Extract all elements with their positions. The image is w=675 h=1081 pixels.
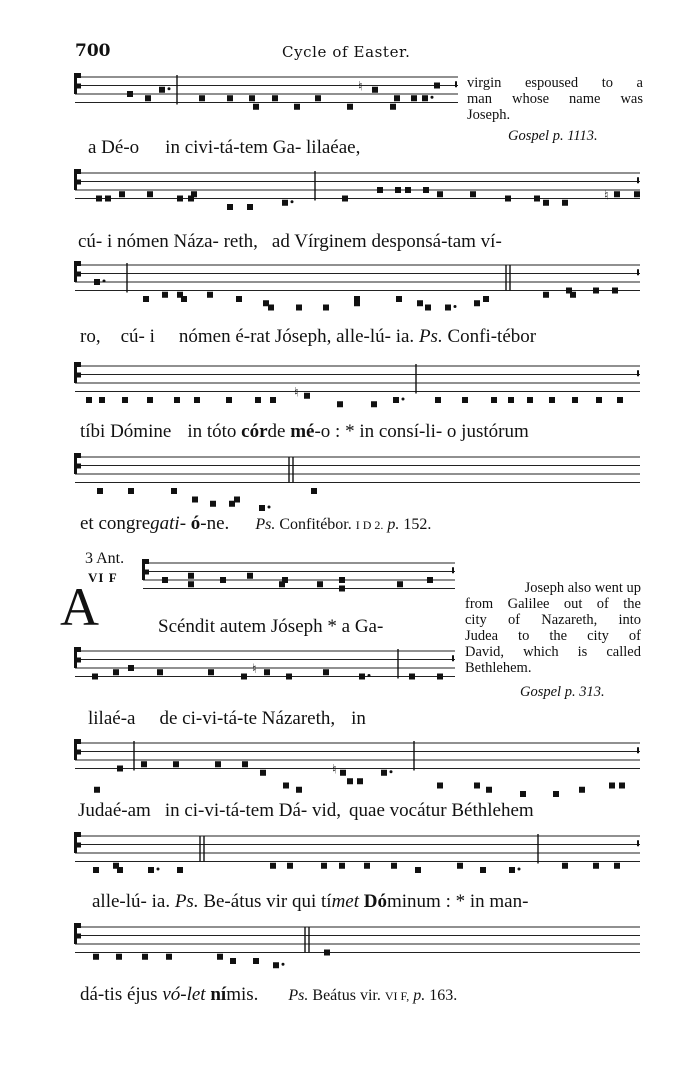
antiphon-label: 3 Ant. [85,550,125,567]
psalm-incipit: Confitébor. [279,516,352,533]
lyric-syllables: cú- i nómen Náza- reth, [78,231,258,252]
natural-sign: ♮ [604,188,609,204]
lyric-syllables: dá-tis éjus [80,984,158,1005]
italic-syllable: gati- [150,513,187,534]
neume-punctum [93,954,99,960]
neume-punctum [142,954,148,960]
translation-1-line: man whose name was [467,91,643,107]
lyric-syllables: in [351,708,366,729]
translation-2-line: Bethlehem. [465,660,532,676]
accented-syllable: cór [241,421,268,442]
lyric-syllables: in tóto [187,421,237,442]
italic-syllable: met [331,891,359,912]
do-clef-head [76,923,81,928]
neume-dot [282,963,285,966]
tone-label: VI F, [384,989,410,1003]
lyric-syllables: Confi-tébor [447,326,537,347]
page-label: p. [387,516,400,533]
lyric-syllables: tíbi Dómine [80,421,172,442]
psalm-label: Ps. [255,516,276,533]
psalm-label: Ps. [288,987,309,1004]
page-ref: 152. [403,516,432,533]
translation-2-line: Judea to the city of [465,628,641,644]
neume-punctum [230,958,236,964]
lyric-syllables: in civi-tá-tem Ga- lilaéae, [165,137,361,158]
gospel-ref-1: Gospel p. 1113. [508,128,598,144]
lyric-syllables: cú- i [120,326,155,347]
lyric-syllables: a Dé-o [88,137,140,158]
translation-2-line: city of Nazareth, into [465,612,641,628]
neume-punctum [217,954,223,960]
drop-cap-initial: A [60,577,99,637]
page-number: 700 [75,41,111,61]
lyric-syllables: Judaé-am [78,800,151,821]
page-label: p. [413,987,426,1004]
lyric-syllables: -o : * in consí-li- o justórum [314,421,529,442]
lyric-syllables: minum : * in man- [386,891,529,912]
lyric-line-10 [80,984,457,1006]
tone-label: I D 2. [355,518,384,532]
gospel-ref-2: Gospel p. 313. [520,684,605,700]
neume-punctum [324,950,330,956]
lyric-syllables: ro, [80,326,101,347]
natural-sign: ♮ [252,662,257,677]
natural-sign: ♮ [358,79,363,95]
lyric-syllables: -ne. [200,513,230,534]
translation-2-line: from Galilee out of the [465,596,641,612]
lyric-syllables: de ci-vi-tá-te Názareth, [159,708,336,729]
natural-sign: ♮ [332,762,337,778]
neume-punctum [116,954,122,960]
psalm-label: Ps. [418,326,443,347]
accented-syllable: ó [190,513,201,534]
lyric-syllables: alle-lú- ia. [92,891,171,912]
accented-syllable: Dó [363,891,387,912]
psalm-reference [288,987,457,1004]
lyric-syllables: quae vocátur Béthlehem [349,800,534,821]
do-clef-head [76,934,81,939]
lyric-syllables: mis. [226,984,259,1005]
lyric-syllables: ad Vírginem desponsá-tam ví- [271,231,502,252]
neume-punctum [253,958,259,964]
lyric-syllables: nómen é-rat Jóseph, alle-lú- ia. [178,326,415,347]
lyric-syllables: in ci-vi-tá-tem Dá- vid, [164,800,342,821]
lyric-syllables: lilaé-a [88,708,136,729]
accented-syllable: ní [210,984,227,1005]
lyric-syllables: de [267,421,286,442]
natural-sign: ♮ [294,385,299,401]
page-ref: 163. [429,987,458,1004]
lyric-syllables: et congre [80,513,151,534]
psalm-label: Ps. [174,891,199,912]
translation-1-line: Joseph. [467,107,511,123]
lyric-syllables: Be-átus vir qui tí [203,891,332,912]
accented-syllable: mé [290,421,315,442]
running-title: Cycle of Easter. [282,43,411,61]
italic-syllable: vó-let [162,984,206,1005]
neume-punctum [273,962,279,968]
translation-1-line: virgin espoused to a [467,75,643,91]
antiphon-mode: VI F [88,570,118,585]
translation-2-line: Joseph also went up [524,580,641,596]
psalm-incipit: Beátus vir. [312,987,381,1004]
neume-punctum [166,954,172,960]
translation-2-line: David, which is called [465,644,641,660]
lyric-line-6: Scéndit autem Jóseph * a Ga- [158,616,384,637]
